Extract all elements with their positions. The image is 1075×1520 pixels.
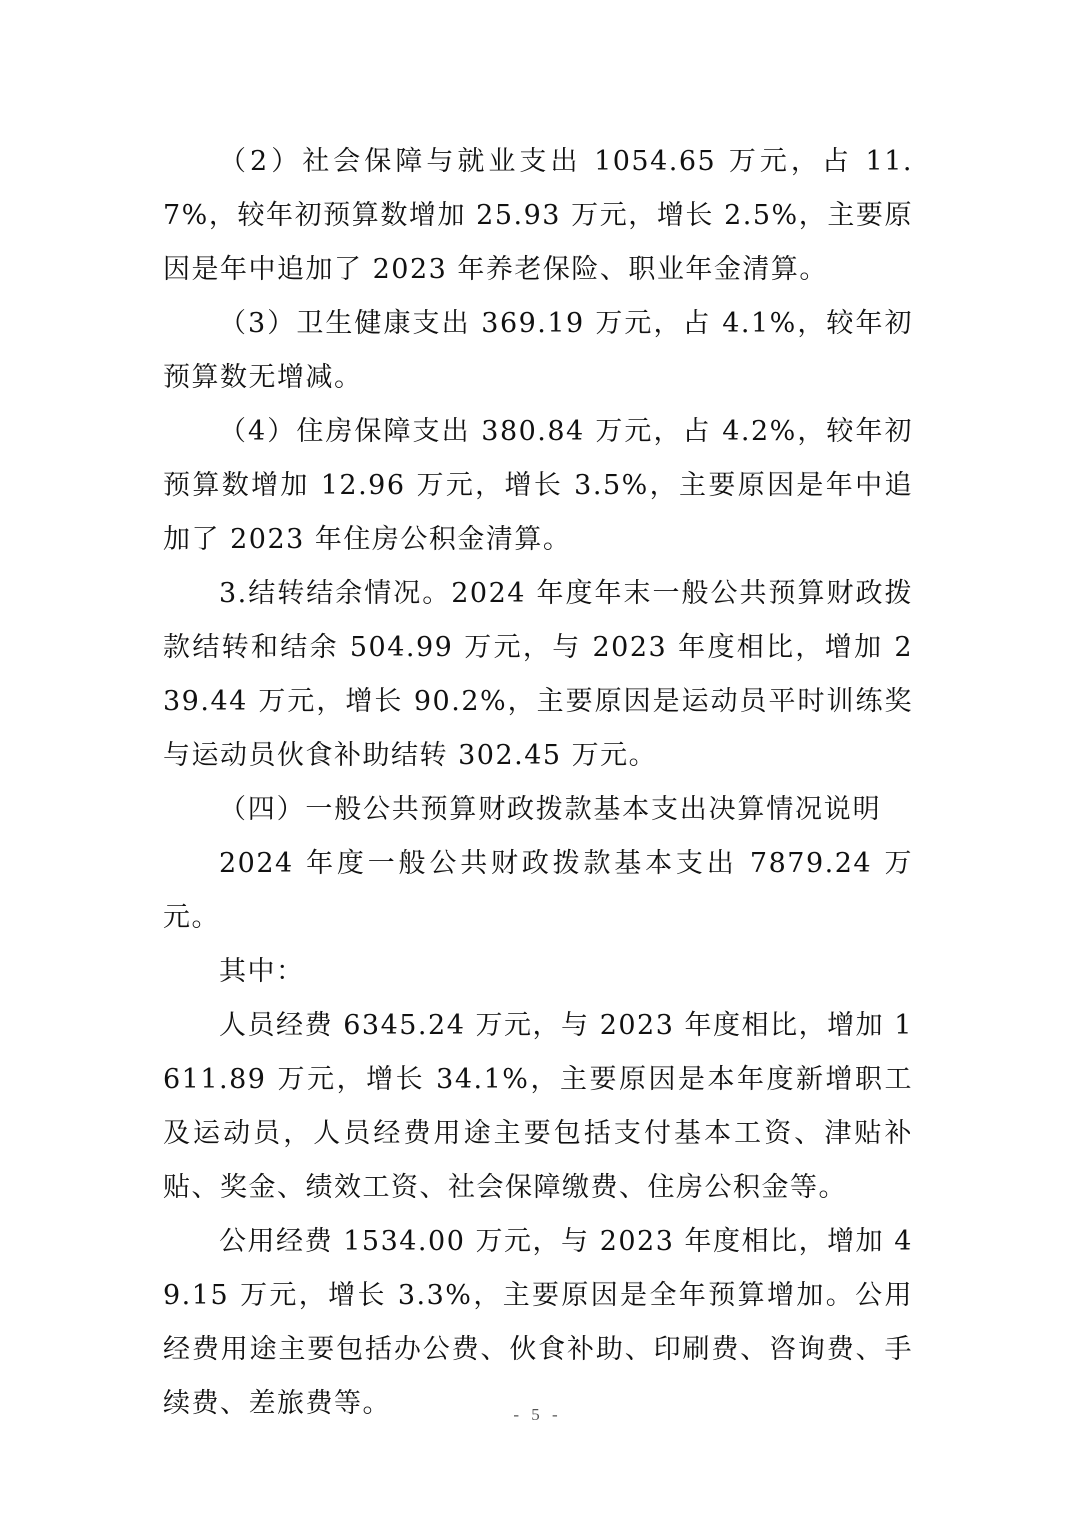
paragraph-personnel-expenses: 人员经费 6345.24 万元，与 2023 年度相比，增加 1611.89 万元，增长 34.1%，主要原因是本年度新增职工及运动员，人员经费用途主要包括支付基本工资、津贴补贴、奖金、绩效工资、社会保障缴费、住房公积金等。 [163,1010,913,1203]
paragraph-social-security-expenditure: （2）社会保障与就业支出 1054.65 万元，占 11.7%，较年初预算数增加 25.93 万元，增长 2.5%，主要原因是年中追加了 2023 年养老保险、职业年金清算。 [163,146,913,285]
document-body [163,135,913,1431]
paragraph-among-them: 其中： [219,956,305,987]
paragraph-health-expenditure: （3）卫生健康支出 369.19 万元，占 4.1%，较年初预算数无增减。 [163,308,913,393]
paragraph-housing-expenditure: （4）住房保障支出 380.84 万元，占 4.2%，较年初预算数增加 12.96 万元，增长 3.5%，主要原因是年中追加了 2023 年住房公积金清算。 [163,416,913,555]
paragraph-public-expenses: 公用经费 1534.00 万元，与 2023 年度相比，增加 49.15 万元，增长 3.3%，主要原因是全年预算增加。公用经费用途主要包括办公费、伙食补助、印刷费、咨询费、手续费、差旅费等。 [163,1226,913,1419]
section-heading: （四）一般公共预算财政拨款基本支出决算情况说明 [219,794,882,825]
paragraph-carryover-balance: 3.结转结余情况。2024 年度年末一般公共预算财政拨款结转和结余 504.99 万元，与 2023 年度相比，增加 239.44 万元，增长 90.2%，主要原因是运动员平时训练奖与运动员伙食补助结转 302.45 万元。 [163,578,913,771]
page-number: - 5 - [513,1405,562,1424]
paragraph-basic-expenditure-total: 2024 年度一般公共财政拨款基本支出 7879.24 万元。 [163,848,913,933]
